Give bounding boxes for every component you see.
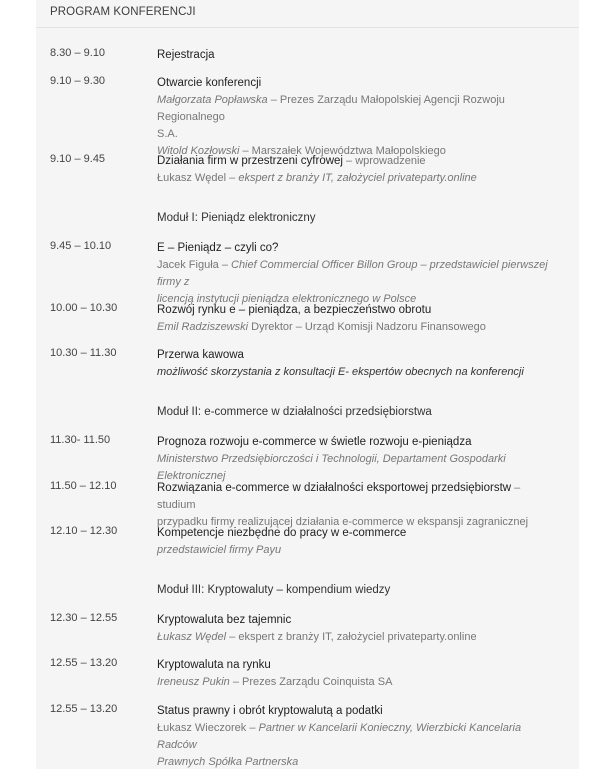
speaker-position: Dyrektor	[248, 321, 293, 333]
agenda-time: 9.10 – 9.45	[50, 153, 106, 165]
agenda-title-cont: przypadku firmy realizującej działania e-commerce w ekspansji zagranicznej	[157, 516, 529, 528]
agenda-title: E – Pieniądz – czyli co?	[157, 242, 279, 254]
agenda-title: Otwarcie konferencji	[157, 77, 262, 89]
agenda-title: Status prawny i obrót kryptowalutą a podatki	[157, 705, 383, 717]
speaker-role: – Partner w Kancelarii Konieczny, Wierzbicki Kancelaria Radców	[157, 722, 522, 751]
agenda-title: Przerwa kawowa	[157, 349, 244, 361]
speaker-role: Ministerstwo Przedsiębiorczości i Technologii, Departament Gospodarki Elektronicznej	[157, 453, 506, 482]
agenda-title: Rozwiązania e-commerce w działalności eksportowej przedsiębiorstw	[157, 482, 512, 494]
agenda-time: 10.30 – 11.30	[50, 347, 117, 359]
agenda-time: 8.30 – 9.10	[50, 47, 106, 59]
speaker-name: Witold Kozłowski	[157, 145, 240, 157]
speaker-name: Ireneusz Pukin	[157, 676, 230, 688]
agenda-time: 9.45 – 10.10	[50, 240, 112, 252]
divider	[36, 27, 579, 28]
agenda-title: Rejestracja	[157, 49, 215, 61]
agenda-time: 9.10 – 9.30	[50, 75, 106, 87]
module-heading: Moduł I: Pieniądz elektroniczny	[157, 212, 316, 224]
agenda-title: Rozwój rynku e – pieniądza, a bezpieczeństwo obrotu	[157, 304, 432, 316]
agenda-time: 12.55 – 13.20	[50, 657, 118, 669]
module-heading: Moduł III: Kryptowaluty – kompendium wiedzy	[157, 584, 391, 596]
speaker-role: – ekspert z branży IT, założyciel privateparty.online	[226, 172, 477, 184]
agenda-title: Kompetencje niezbędne do pracy w e-commerce	[157, 527, 407, 539]
speaker-role: – Marszałek Województwa Małopolskiego	[239, 145, 446, 157]
speaker-name: Łukasz Wędel	[157, 172, 227, 184]
speaker-name: Łukasz Wieczorek	[157, 722, 247, 734]
agenda-title-suffix: – wprowadzenie	[342, 155, 426, 167]
speaker-role-cont: S.A.	[157, 128, 178, 140]
module-heading: Moduł II: e-commerce w działalności przedsiębiorstwa	[157, 406, 432, 418]
agenda-time: 11.30- 11.50	[50, 434, 111, 446]
speaker-role: – Chief Commercial Officer Billon Group – przedstawiciel pierwszej firmy z	[157, 259, 548, 288]
agenda-title-suffix: – studium	[157, 482, 521, 511]
speaker-role: – Prezes Zarządu Małopolskiej Agencji Rozwoju Regionalnego	[157, 94, 505, 123]
speaker-role-cont: licencją instytucji pieniądza elektronicznego w Polsce	[157, 293, 417, 305]
agenda-note: możliwość skorzystania z konsultacji E- ekspertów obecnych na konferencji	[157, 366, 524, 378]
speaker-role: przedstawiciel firmy Payu	[157, 544, 282, 556]
speaker-name: Emil Radziszewski	[157, 321, 249, 333]
agenda-time: 12.10 – 12.30	[50, 525, 118, 537]
agenda-title: Kryptowaluta na rynku	[157, 659, 271, 671]
speaker-role: – Urząd Komisji Nadzoru Finansowego	[292, 321, 486, 333]
speaker-role-cont: Prawnych Spółka Partnerska	[157, 756, 299, 768]
agenda-time: 11.50 – 12.10	[50, 480, 117, 492]
speaker-name: Małgorzata Popławska	[157, 94, 268, 106]
agenda-time: 12.55 – 13.20	[50, 703, 118, 715]
agenda-title: Kryptowaluta bez tajemnic	[157, 614, 292, 626]
speaker-name: Łukasz Wędel	[157, 631, 227, 643]
speaker-role: – ekspert z branży IT, założyciel privateparty.online	[226, 631, 477, 643]
agenda-time: 12.30 – 12.55	[50, 612, 118, 624]
speaker-name: Jacek Figuła	[157, 259, 219, 271]
section-title: PROGRAM KONFERENCJI	[50, 6, 196, 18]
speaker-role: – Prezes Zarządu Coinquista SA	[229, 676, 393, 688]
agenda-title: Działania firm w przestrzeni cyfrowej	[157, 155, 343, 167]
agenda-title: Prognoza rozwoju e-commerce w świetle rozwoju e-pieniądza	[157, 436, 472, 448]
agenda-time: 10.00 – 10.30	[50, 302, 118, 314]
